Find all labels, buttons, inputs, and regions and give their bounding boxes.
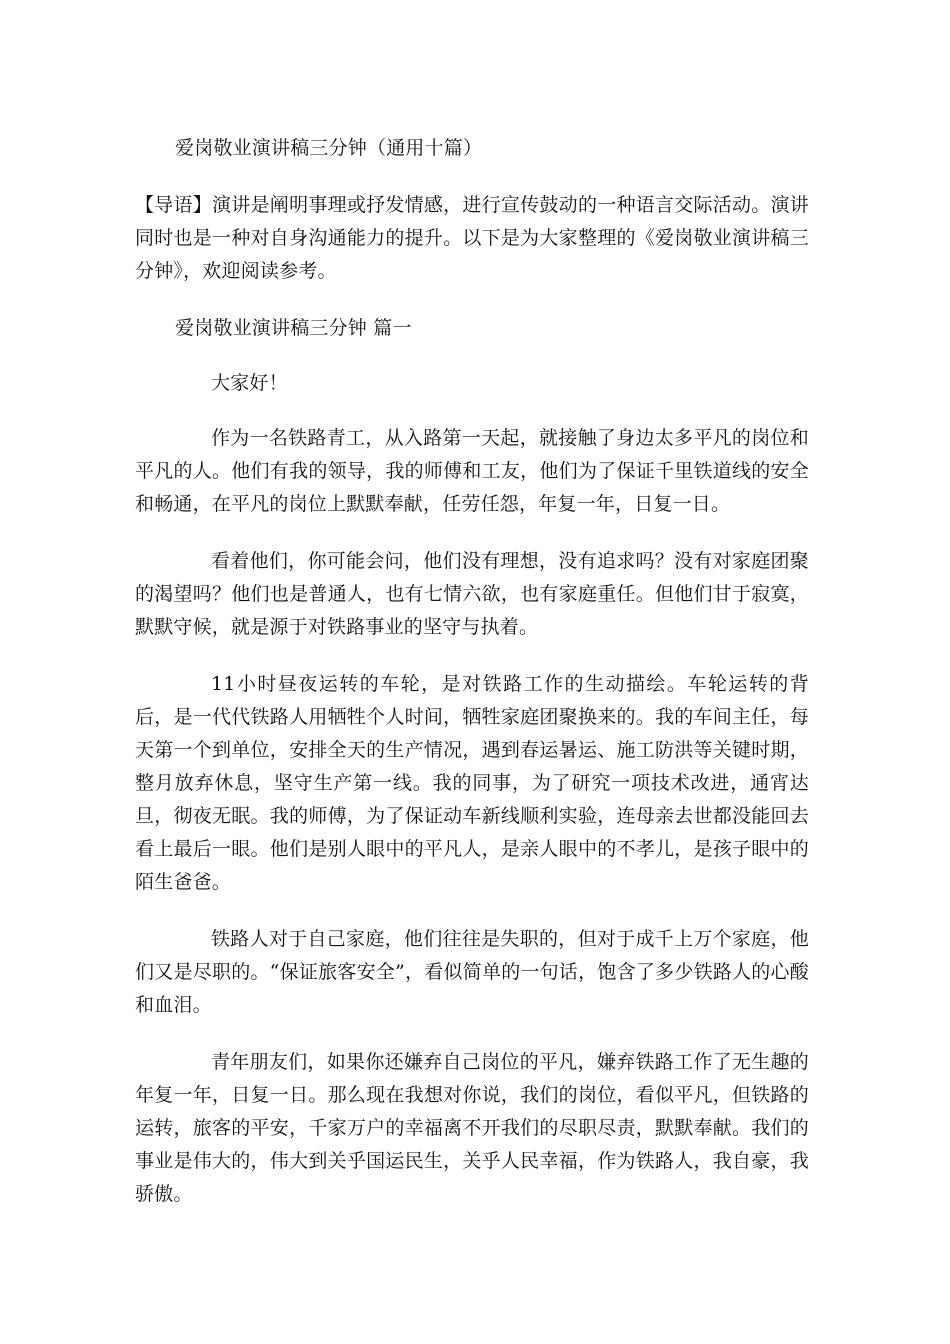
body-paragraph: 铁路人对于自己家庭，他们往往是失职的，但对于成千上万个家庭，他们又是尽职的。“保证旅客安全”，看似简单的一句话，饱含了多少铁路人的心酸和血泪。 (135, 928, 809, 1016)
body-paragraph: 11小时昼夜运转的车轮，是对铁路工作的生动描绘。车轮运转的背后，是一代代铁路人用牺牲个人时间，牺牲家庭团聚换来的。我的车间主任，每天第一个到单位，安排全天的生产情况，遇到春运暑运、施工防洪等关键时期，整月放弃休息，坚守生产第一线。我的同事，为了研究一项技术改进，通宵达旦，彻夜无眠。我的师傅，为了保证动车新线顺利实验，连母亲去世都没能回去看上最后一眼。他们是别人眼中的平凡人，是亲人眼中的不孝儿，是孩子眼中的陌生爸爸。 (135, 673, 809, 893)
body-paragraph: 作为一名铁路青工，从入路第一天起，就接触了身边太多平凡的岗位和平凡的人。他们有我的领导，我的师傅和工友，他们为了保证千里铁道线的安全和畅通，在平凡的岗位上默默奉献，任劳任怨，年复一年，日复一日。 (135, 427, 809, 515)
body-paragraph: 看着他们，你可能会问，他们没有理想，没有追求吗？没有对家庭团聚的渴望吗？他们也是普通人，也有七情六欲，也有家庭重任。但他们甘于寂寞，默默守候，就是源于对铁路事业的坚守与执着。 (135, 550, 809, 638)
document-title: 爱岗敬业演讲稿三分钟（通用十篇） (175, 137, 483, 159)
body-paragraph: 青年朋友们，如果你还嫌弃自己岗位的平凡，嫌弃铁路工作了无生趣的年复一年，日复一日。那么现在我想对你说，我们的岗位，看似平凡，但铁路的运转，旅客的平安，千家万户的幸福离不开我们的尽职尽责，默默奉献。我们的事业是伟大的，伟大到关乎国运民生，关乎人民幸福，作为铁路人，我自豪，我骄傲。 (135, 1051, 809, 1205)
document-body (135, 132, 809, 1235)
greeting: 大家好！ (211, 372, 288, 394)
section-title: 爱岗敬业演讲稿三分钟 篇一 (175, 317, 412, 339)
intro-paragraph: 【导语】演讲是阐明事理或抒发情感，进行宣传鼓动的一种语言交际活动。演讲同时也是一种对自身沟通能力的提升。以下是为大家整理的《爱岗敬业演讲稿三分钟》，欢迎阅读参考。 (135, 194, 809, 282)
